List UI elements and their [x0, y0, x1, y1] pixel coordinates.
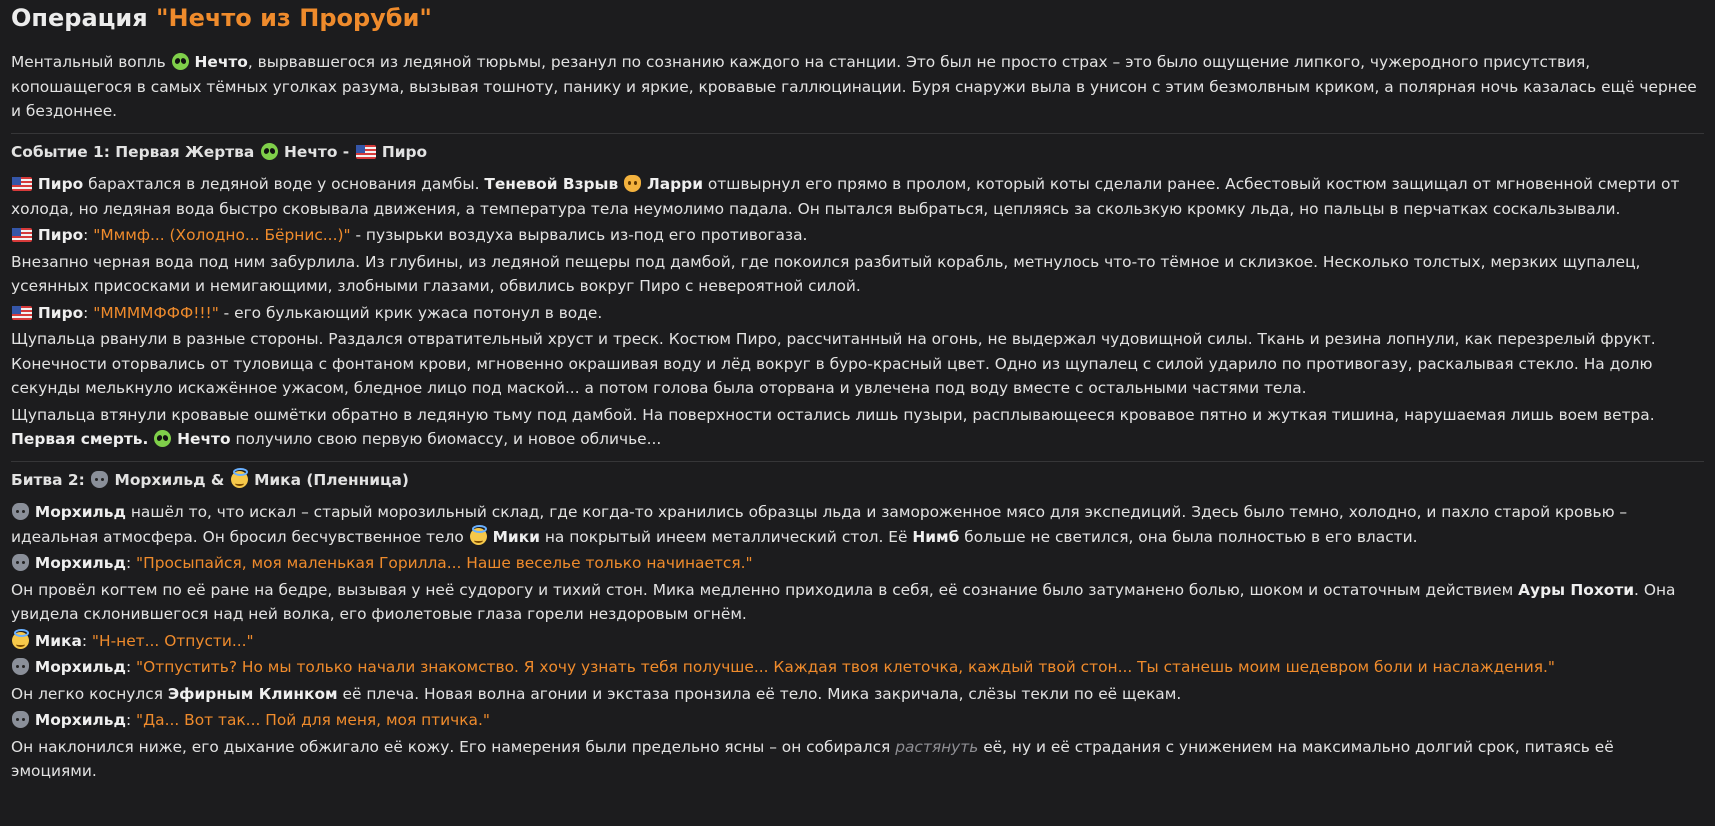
section-divider [11, 461, 1704, 462]
intro-paragraph: Ментальный вопль Нечто, вырвавшегося из ледяной тюрьмы, резанул по сознанию каждого на станции. Это был не просто страх – это было ощущение липкого, чужеродного присутствия, копошащегося в самых тёмных уголках разума, вызывая тошноту, панику и яркие, кровавые галлюцинации. Буря снаружи выла в унисон с этим безмолвным криком, а полярная ночь казалась ещё чернее и бездоннее. [11, 53, 1697, 120]
battle2-dialogue-2: Мика: "Н-нет... Отпусти..." [11, 629, 1704, 654]
alien-icon [172, 53, 189, 70]
event1-paragraph-4: Щупальца втянули кровавые ошмётки обратно в ледяную тьму под дамбой. На поверхности остались лишь пузыри, расплывающееся кровавое пятно и жуткая тишина, нарушаемая лишь воем ветра. Первая смерть. Нечто получило свою первую биомассу, и новое обличье... [11, 405, 1655, 448]
battle2-paragraph-1: Морхильд нашёл то, что искал – старый морозильный склад, где когда-то хранились образцы льда и замороженное мясо для экспедиций. Здесь было темно, холодно, и пахло старой кровью – идеальная атмосфера. Он бросил бесчувственное тело Мики на покрытый инеем металлический стол. Её Нимб больше не светился, она была полностью в его власти. [11, 503, 1628, 546]
battle2-dialogue-3: Морхильд: "Отпустить? Но мы только начали знакомство. Я хочу узнать тебя получше... Каждая твоя клеточка, каждый твой стон... Ты станешь моим шедевром боли и наслаждения." [11, 655, 1704, 680]
event1-heading: Событие 1: Первая Жертва Нечто - Пиро [11, 142, 428, 161]
event1-dialogue-1: Пиро: "Мммф... (Холодно... Бёрнис...)" - пузырьки воздуха вырвались из-под его противогаза. [11, 223, 1704, 248]
halo-smile-icon [470, 528, 487, 545]
section-divider [11, 133, 1704, 134]
alien-icon [261, 143, 278, 160]
event1-paragraph-2: Внезапно черная вода под ним забурлила. Из глубины, из ледяной пещеры под дамбой, где покоился разбитый корабль, метнулось что-то тёмное и склизкое. Несколько толстых, мерзких щупалец, усеянных присосками и немигающими, злобными глазами, обвились вокруг Пиро с невероятной силой. [11, 252, 1641, 295]
wolf-icon [12, 554, 29, 571]
flag-icon [12, 177, 32, 191]
battle2-heading: Битва 2: Морхильд & Мика (Пленница) [11, 470, 409, 489]
wolf-icon [91, 471, 108, 488]
wolf-icon [12, 658, 29, 675]
event1-dialogue-2: Пиро: "ММММФФФ!!!" - его булькающий крик ужаса потонул в воде. [11, 301, 1704, 326]
event1-paragraph-3: Щупальца рванули в разные стороны. Раздался отвратительный хруст и треск. Костюм Пиро, рассчитанный на огонь, не выдержал чудовищной силы. Ткань и резина лопнули, как перезрелый фрукт. Конечности оторвались от туловища с фонтаном крови, мгновенно окрашивая воду и лёд вокруг в буро-красный цвет. Одно из щупалец с силой ударило по противогазу, раскалывая стекло. На долю секунды мелькнуло искажённое ужасом, бледное лицо под маской... а потом голова была оторвана и увлечена под воду вместе с остальными частями тела. [11, 330, 1656, 397]
battle2-dialogue-4: Морхильд: "Да... Вот так... Пой для меня, моя птичка." [11, 708, 1704, 733]
halo-smile-icon [12, 632, 29, 649]
operation-name: "Нечто из Проруби" [156, 4, 432, 32]
wolf-icon [12, 711, 29, 728]
flag-icon [12, 306, 32, 320]
page-title: Операция "Нечто из Проруби" [11, 4, 432, 32]
battle2-dialogue-1: Морхильд: "Просыпайся, моя маленькая Горилла... Наше веселье только начинается." [11, 551, 1704, 576]
battle2-paragraph-2: Он провёл когтем по её ране на бедре, вызывая у неё судорогу и тихий стон. Мика медленно приходила в себя, её сознание было затуманено болью, шоком и остаточным действием Ауры Похоти. Она увидела склонившегося над ней волка, его фиолетовые глаза горели нездоровым огнём. [11, 580, 1676, 623]
event1-paragraph-1: Пиро барахтался в ледяной воде у основания дамбы. Теневой Взрыв Ларри отшвырнул его прямо в пролом, который коты сделали ранее. Асбестовый костюм защищал от мгновенной смерти от холода, но ледяная вода быстро сковывала движения, а температура тела неумолимо падала. Он пытался выбраться, цепляясь за скользкую кромку льда, но пальцы в перчатках соскальзывали. [11, 175, 1680, 218]
wolf-icon [12, 503, 29, 520]
battle2-paragraph-4: Он наклонился ниже, его дыхание обжигало её кожу. Его намерения были предельно ясны – он собирался растянуть её, ну и её страдания с унижением на максимально долгий срок, питаясь её эмоциями. [11, 737, 1614, 780]
battle2-paragraph-3: Он легко коснулся Эфирным Клинком её плеча. Новая волна агонии и экстаза пронзила её тело. Мика закричала, слёзы текли по её щекам. [11, 684, 1182, 703]
flag-icon [356, 145, 376, 159]
halo-smile-icon [231, 471, 248, 488]
cat-icon [624, 175, 641, 192]
alien-icon [154, 430, 171, 447]
flag-icon [12, 228, 32, 242]
